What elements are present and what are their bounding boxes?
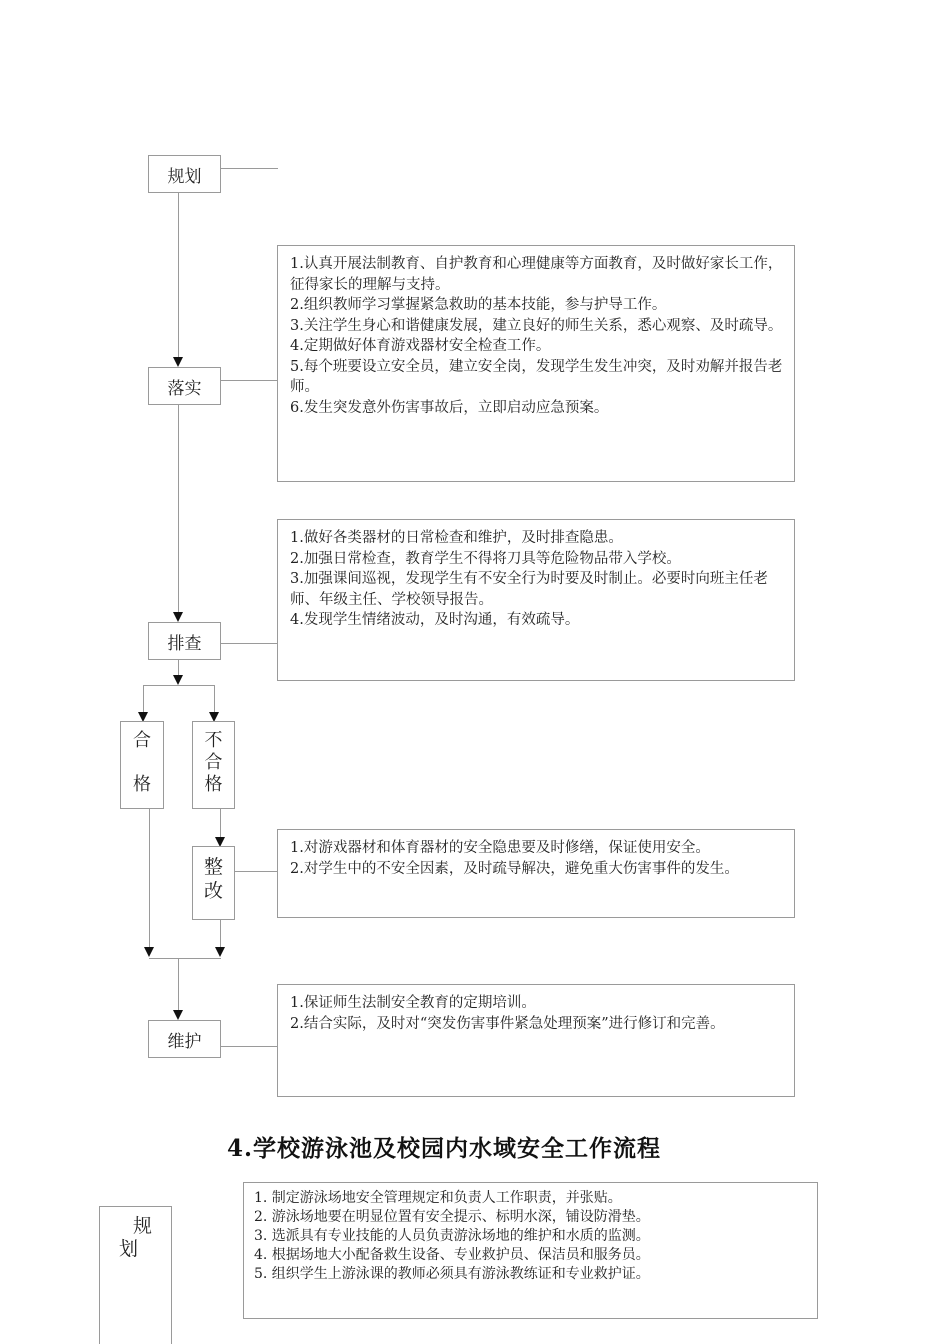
node-pass bbox=[120, 721, 164, 809]
arrow-down-icon bbox=[173, 1010, 183, 1020]
node-inspect bbox=[148, 622, 221, 660]
connector bbox=[220, 920, 221, 947]
connector bbox=[149, 958, 221, 959]
list-item: 2. 游泳场地要在明显位置有安全提示、标明水深，铺设防滑垫。 bbox=[254, 1209, 650, 1225]
list-item: 1. 制定游泳场地安全管理规定和负责人工作职责，并张贴。 bbox=[254, 1190, 622, 1206]
list-item: 1.做好各类器材的日常检查和维护，及时排查隐患。 bbox=[290, 530, 623, 546]
list-item: 1.保证师生法制安全教育的定期培训。 bbox=[290, 995, 536, 1011]
list-item: 2.结合实际，及时对“突发伤害事件紧急处理预案”进行修订和完善。 bbox=[290, 1015, 725, 1032]
connector bbox=[149, 808, 150, 947]
connector bbox=[220, 380, 278, 381]
connector bbox=[220, 1046, 278, 1047]
node-label: 不 bbox=[204, 730, 223, 751]
node-rectify bbox=[192, 846, 235, 920]
section-title bbox=[0, 1130, 950, 1163]
section-title-text: 4.学校游泳池及校园内水域安全工作流程 bbox=[227, 1135, 662, 1162]
connector bbox=[220, 168, 278, 169]
list-item: 1.对游戏器材和体育器材的安全隐患要及时修缮，保证使用安全。 bbox=[290, 840, 710, 856]
list-item: 3.加强课间巡视，发现学生有不安全行为时要及时制止。必要时向班主任老师、年级主任、学校领导报告。 bbox=[290, 571, 768, 608]
connector bbox=[178, 404, 179, 612]
panel-rectify bbox=[277, 829, 795, 918]
node-label: 格 bbox=[204, 774, 223, 795]
node-maintain bbox=[148, 1020, 221, 1058]
node-fail bbox=[192, 721, 235, 809]
connector bbox=[178, 193, 179, 357]
list-item: 4.发现学生情绪波动，及时沟通，有效疏导。 bbox=[290, 612, 580, 628]
panel-plan-2 bbox=[243, 1182, 818, 1319]
node-label: 合 bbox=[204, 752, 223, 773]
connector bbox=[214, 685, 215, 712]
node-label: 合 bbox=[133, 730, 151, 751]
connector bbox=[220, 808, 221, 837]
node-label: 维护 bbox=[167, 1031, 202, 1052]
arrow-down-icon bbox=[144, 947, 154, 957]
connector bbox=[220, 643, 278, 644]
arrow-down-icon bbox=[173, 357, 183, 367]
list-item: 4. 根据场地大小配备救生设备、专业救护员、保洁员和服务员。 bbox=[254, 1247, 650, 1263]
node-label: 规 bbox=[132, 1215, 152, 1237]
panel-maintain bbox=[277, 984, 795, 1097]
node-label: 整 bbox=[203, 856, 223, 878]
node-label: 改 bbox=[203, 880, 223, 902]
connector bbox=[234, 871, 278, 872]
list-item: 3.关注学生身心和谐健康发展，建立良好的师生关系，悉心观察、及时疏导。 bbox=[290, 317, 783, 334]
connector bbox=[143, 685, 144, 712]
connector bbox=[178, 660, 179, 675]
connector bbox=[143, 685, 215, 686]
list-item: 6.发生突发意外伤害事故后，立即启动应急预案。 bbox=[290, 399, 609, 416]
list-item: 2.对学生中的不安全因素，及时疏导解决，避免重大伤害事件的发生。 bbox=[290, 860, 739, 877]
arrow-down-icon bbox=[173, 675, 183, 685]
node-plan bbox=[148, 155, 221, 193]
connector bbox=[178, 958, 179, 1010]
list-item: 2.组织教师学习掌握紧急救助的基本技能，参与护导工作。 bbox=[290, 297, 667, 313]
node-label: 落实 bbox=[167, 378, 202, 399]
list-item: 5.每个班要设立安全员，建立安全岗，发现学生发生冲突，及时劝解并报告老师。 bbox=[290, 358, 783, 395]
node-label: 格 bbox=[133, 774, 151, 795]
arrow-down-icon bbox=[215, 947, 225, 957]
node-label: 规划 bbox=[167, 166, 202, 187]
list-item: 1.认真开展法制教育、自护教育和心理健康等方面教育，及时做好家长工作，征得家长的理解与支持。 bbox=[290, 256, 783, 293]
arrow-down-icon bbox=[173, 612, 183, 622]
panel-inspect bbox=[277, 519, 795, 681]
list-item: 4.定期做好体育游戏器材安全检查工作。 bbox=[290, 338, 551, 354]
node-label: 排查 bbox=[167, 633, 202, 654]
list-item: 5. 组织学生上游泳课的教师必须具有游泳教练证和专业救护证。 bbox=[254, 1266, 650, 1282]
panel-implement bbox=[277, 245, 795, 482]
list-item: 3. 选派具有专业技能的人员负责游泳场地的维护和水质的监测。 bbox=[254, 1228, 650, 1244]
node-plan-2 bbox=[99, 1206, 172, 1344]
node-implement bbox=[148, 367, 221, 405]
node-label: 划 bbox=[118, 1238, 138, 1260]
list-item: 2.加强日常检查，教育学生不得将刀具等危险物品带入学校。 bbox=[290, 550, 681, 567]
